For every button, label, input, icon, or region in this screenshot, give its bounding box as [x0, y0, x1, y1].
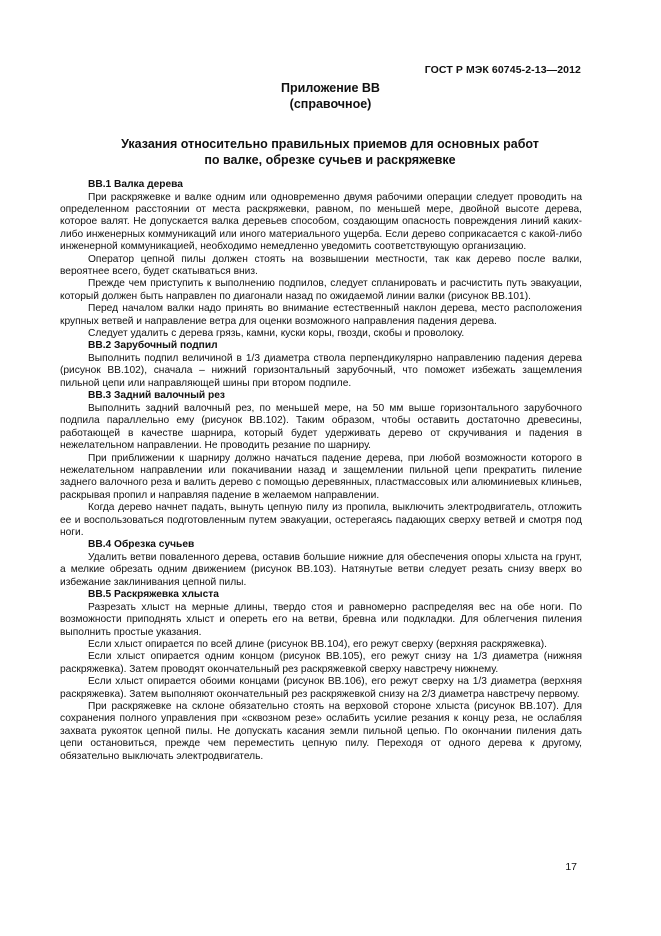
- paragraph: При раскряжевке и валке одним или одновременно двумя рабочими операции следует проводить на определенном расстоянии от места раскряжевки, равном, по меньшей мере, двойной высоте дерева, которое валят. Не допускается валка деревьев способом, создающим опасность повреждения линий каких-либо инженерных коммуникаций или иного материального ущерба. Если дерево соприкасается с какой-либо инженерной коммуникацией, необходимо немедленно уведомить соответствующую организацию.: [60, 191, 582, 253]
- paragraph: Прежде чем приступить к выполнению подпилов, следует спланировать и расчистить путь эвакуации, который должен быть направлен по диагонали назад по ожидаемой линии валки (рисунок ВВ.101).: [60, 278, 582, 302]
- section-heading: ВВ.2 Зарубочный подпил: [88, 340, 218, 352]
- annex-type: (справочное): [289, 97, 372, 111]
- section-heading: ВВ.4 Обрезка сучьев: [88, 539, 195, 551]
- section-heading: ВВ.1 Валка дерева: [88, 179, 183, 190]
- paragraph: При приближении к шарниру должно начаться падение дерева, при любой возможности которого в нежелательном направлении или покачивании назад и защемлении пильной цепи прекратить пиление заднего валочного реза и валить дерево с помощью деревянных, пластмассовых или алюминиевых клиньев, раскрывая пропил и направляя падение в желаемом направлении.: [60, 452, 582, 501]
- paragraph: Оператор цепной пилы должен стоять на возвышении местности, так как дерево после валки, вероятнее всего, будет скатываться вниз.: [60, 253, 582, 278]
- section-bucking: [60, 589, 582, 763]
- section-heading: ВВ.3 Задний валочный рез: [88, 390, 225, 402]
- document-body: [60, 179, 582, 763]
- paragraph: Если хлыст опирается по всей длине (рисунок ВВ.104), его режут сверху (верхняя раскряжевка).: [88, 638, 547, 650]
- section-notch-cut: [60, 340, 582, 390]
- paragraph: Когда дерево начнет падать, вынуть цепную пилу из пропила, выключить электродвигатель, отложить ее и воспользоваться подготовленным путем эвакуации, остерегаясь падающих сверху ветвей и смотря под ноги.: [60, 502, 582, 538]
- annex-heading: [0, 80, 661, 112]
- paragraph: Перед началом валки надо принять во внимание естественный наклон дерева, место расположения крупных ветвей и направление ветра для оценки возможного направления падения дерева.: [60, 303, 582, 327]
- page-number: 17: [565, 861, 577, 873]
- document-title-line-2: по валке, обрезке сучьев и раскряжевке: [204, 153, 456, 167]
- standard-designation: ГОСТ Р МЭК 60745-2-13—2012: [424, 64, 581, 76]
- section-back-cut: [60, 390, 582, 539]
- paragraph: Если хлыст опирается обоими концами (рисунок ВВ.106), его режут сверху на 1/3 диаметра (верхняя раскряжевка). Затем выполняют окончательный рез раскряжевкой снизу на 2/3 диаметра навстречу первому.: [60, 676, 582, 700]
- section-limbing: [60, 539, 582, 589]
- document-title: [60, 136, 600, 168]
- section-heading: ВВ.5 Раскряжевка хлыста: [88, 589, 219, 601]
- paragraph: Выполнить задний валочный рез, по меньшей мере, на 50 мм выше горизонтального зарубочного подпила параллельно ему (рисунок ВВ.102). Таким образом, чтобы оставить достаточно древесины, работающей в качестве шарнира, который будет удерживать дерево от скручивания и падения в нежелательном направлении. Не проводить резание по шарниру.: [60, 402, 582, 452]
- document-title-line-1: Указания относительно правильных приемов для основных работ: [121, 137, 539, 151]
- paragraph: Разрезать хлыст на мерные длины, твердо стоя и равномерно распределяя вес на обе ноги. По возможности приподнять хлыст и опереть его на ветви, бревна или подкладки. Для облегчения пиления выполнить простые указания.: [60, 601, 582, 638]
- annex-label: Приложение ВВ: [281, 81, 380, 95]
- paragraph: Если хлыст опирается одним концом (рисунок ВВ.105), его режут снизу на 1/3 диаметра (нижняя раскряжевка). Затем проводят окончательный рез раскряжевкой сверху навстречу нижнему.: [60, 651, 582, 675]
- paragraph: Следует удалить с дерева грязь, камни, куски коры, гвозди, скобы и проволоку.: [88, 328, 465, 340]
- paragraph: Удалить ветви поваленного дерева, оставив большие нижние для обеспечения опоры хлыста на грунт, а мелкие обрезать одним движением (рисунок ВВ.103). Натянутые ветви следует резать снизу вверх во избежание заклинивания цепной пилы.: [60, 551, 582, 588]
- paragraph: При раскряжевке на склоне обязательно стоять на верховой стороне хлыста (рисунок ВВ.107). Для сохранения полного управления при «сквозном резе» ослабить усилие резания к концу реза, не ослабляя захвата рукояток цепной пилы. Не допускать касания земли пильной цепью. По окончании пиления дать цепи остановиться, прежде чем переместить цепную пилу. Переходя от одного дерева к другому, обязательно выключать электродвигатель.: [60, 701, 582, 762]
- paragraph: Выполнить подпил величиной в 1/3 диаметра ствола перпендикулярно направлению падения дерева (рисунок ВВ.102), сначала – нижний горизонтальный зарубочный, что поможет избежать защемления пильной цепи или направляющей шины при втором подпиле.: [60, 353, 582, 389]
- section-felling: [60, 179, 582, 340]
